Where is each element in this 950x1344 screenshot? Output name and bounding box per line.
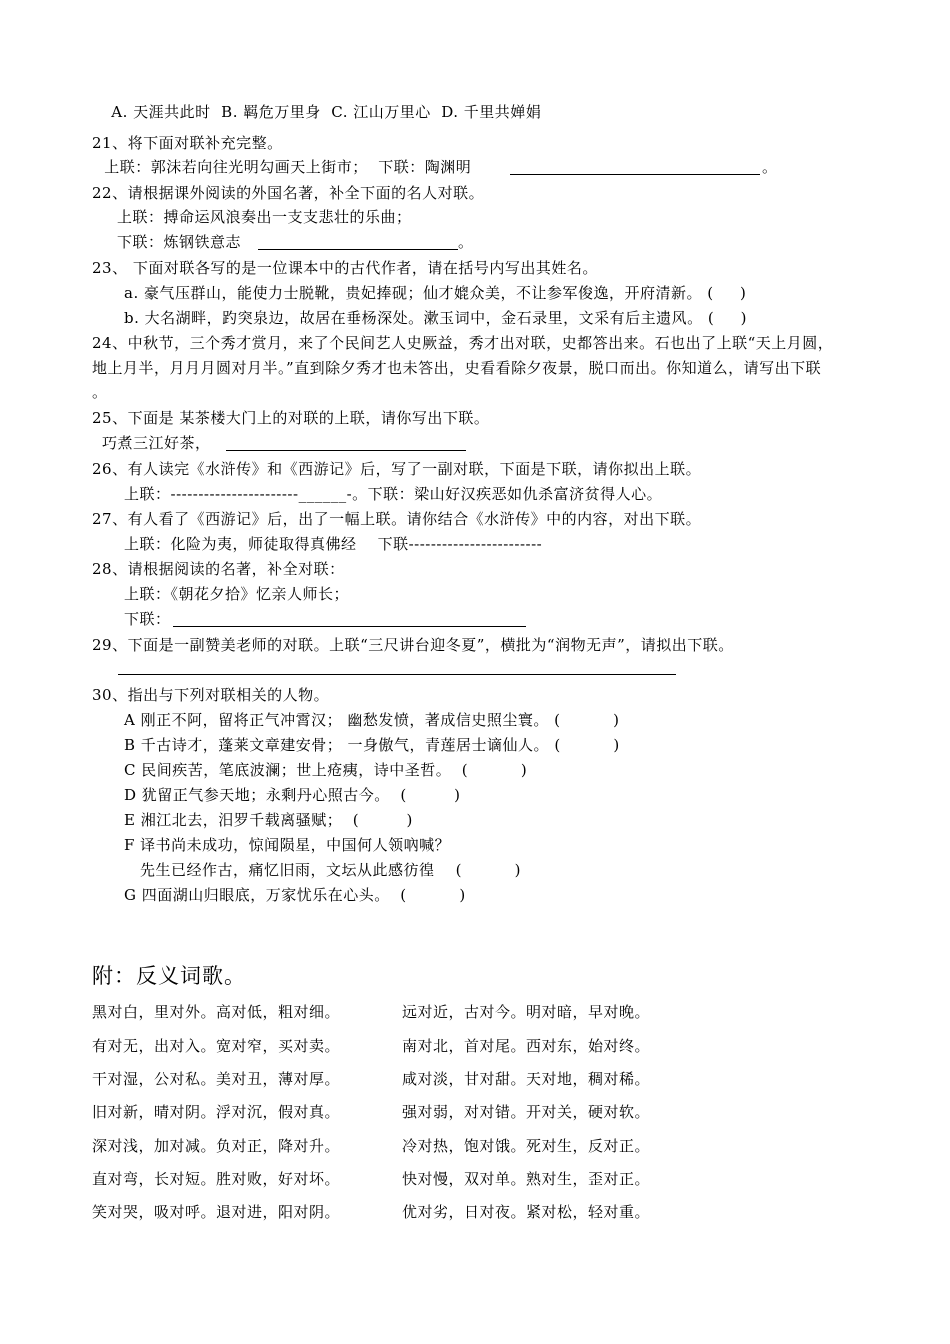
antonym-row-left: 深对浅，加对减。负对正，降对升。: [92, 1137, 341, 1155]
q22-period: 。: [458, 233, 474, 251]
q22-prompt: 22、请根据课外阅读的外国名著，补全下面的名人对联。: [92, 184, 485, 202]
q21-answer-line[interactable]: [510, 174, 760, 175]
q24-line1: 24、中秋节，三个秀才赏月，来了个民间艺人史厥益，秀才出对联，史都答出来。石也出了上联“天上月圆，: [92, 334, 834, 352]
q20-options: A. 天涯共此时 B. 羁危万里身 C. 江山万里心 D. 千里共婵娟: [106, 103, 542, 121]
antonym-row-left: 旧对新，晴对阴。浮对沉，假对真。: [92, 1103, 341, 1121]
q27-couplet: 上联：化险为夷，师徒取得真佛经 下联------------------------: [124, 535, 543, 553]
antonym-row-right: 优对劣，日对夜。紧对松，轻对重。: [402, 1203, 651, 1221]
q26-couplet: 上联：-----------------------______-。下联：梁山好汉疾恶如仇杀富济贫得人心。: [124, 485, 663, 503]
q28-answer-line[interactable]: [173, 626, 526, 627]
q30-b: B 千古诗才，蓬莱文章建安骨； 一身傲气，青莲居士谪仙人。 ( ): [124, 736, 620, 754]
q30-prompt: 30、指出与下列对联相关的人物。: [92, 686, 330, 704]
q25-answer-line[interactable]: [226, 450, 466, 451]
q23-prompt: 23、 下面对联各写的是一位课本中的古代作者，请在括号内写出其姓名。: [92, 259, 598, 277]
q25-upper: 巧煮三江好茶，: [102, 434, 211, 452]
q21-couplet: 上联：郭沫若向往光明勾画天上街市； 下联：陶渊明: [99, 158, 472, 176]
q22-answer-line[interactable]: [258, 249, 458, 250]
antonym-row-right: 咸对淡，甘对甜。天对地，稠对稀。: [402, 1070, 651, 1088]
antonym-row-left: 干对湿，公对私。美对丑，薄对厚。: [92, 1070, 341, 1088]
q29-answer-line[interactable]: [118, 674, 676, 675]
antonym-row-left: 黑对白，里对外。高对低，粗对细。: [92, 1003, 341, 1021]
antonym-row-right: 快对慢，双对单。熟对生，歪对正。: [402, 1170, 651, 1188]
q29-prompt: 29、下面是一副赞美老师的对联。上联“三尺讲台迎冬夏”，横批为“润物无声”，请拟出下联。: [92, 636, 734, 654]
antonym-title: 附：反义词歌。: [92, 964, 246, 988]
q25-prompt: 25、下面是 某茶楼大门上的对联的上联，请你写出下联。: [92, 409, 490, 427]
q22-upper: 上联：搏命运风浪奏出一支支悲壮的乐曲；: [117, 208, 412, 226]
q21-prompt: 21、将下面对联补充完整。: [92, 134, 283, 152]
antonym-row-right: 强对弱，对对错。开对关，硬对软。: [402, 1103, 651, 1121]
q30-c: C 民间疾苦，笔底波澜；世上疮痍，诗中圣哲。 ( ): [124, 761, 528, 779]
q30-g: G 四面湖山归眼底，万家忧乐在心头。 ( ): [124, 886, 466, 904]
q30-a: A 刚正不阿，留将正气冲霄汉； 幽愁发愤，著成信史照尘寰。 ( ): [124, 711, 620, 729]
antonym-row-left: 笑对哭，吸对呼。退对进，阳对阴。: [92, 1203, 341, 1221]
q23-b: b. 大名湖畔，趵突泉边，故居在垂杨深处。漱玉词中，金石录里，文采有后主遗风。 ( ): [124, 309, 747, 327]
q28-upper: 上联：《朝花夕拾》忆亲人师长；: [124, 585, 350, 603]
q22-lower: 下联：炼钢铁意志: [117, 233, 242, 251]
q30-f-line2: 先生已经作古，痛忆旧雨，文坛从此感彷徨 ( ): [140, 861, 521, 879]
q24-line2: 地上月半，月月月圆对月半。”直到除夕秀才也未答出，史看看除夕夜景，脱口而出。你知道么，请写出下联: [92, 359, 822, 377]
q28-prompt: 28、请根据阅读的名著，补全对联：: [92, 560, 345, 578]
antonym-row-right: 南对北，首对尾。西对东，始对终。: [402, 1037, 651, 1055]
antonym-row-left: 直对弯，长对短。胜对败，好对坏。: [92, 1170, 341, 1188]
antonym-row-right: 冷对热，饱对饿。死对生，反对正。: [402, 1137, 651, 1155]
q30-e: E 湘江北去，汨罗千载离骚赋； ( ): [124, 811, 413, 829]
antonym-row-left: 有对无，出对入。宽对窄，买对卖。: [92, 1037, 341, 1055]
q21-period: 。: [762, 158, 778, 176]
q30-d: D 犹留正气参天地；永剩丹心照古今。 ( ): [124, 786, 461, 804]
q23-a: a. 豪气压群山，能使力士脱靴，贵妃捧砚；仙才媲众美，不让参军俊逸，开府清新。 ( ): [124, 284, 747, 302]
q30-f-line1: F 译书尚未成功，惊闻陨星，中国何人领吶喊？: [124, 836, 451, 854]
antonym-row-right: 远对近，古对今。明对暗，早对晚。: [402, 1003, 651, 1021]
q28-lower: 下联：: [124, 610, 171, 628]
q24-line3: 。: [92, 383, 108, 401]
q27-prompt: 27、有人看了《西游记》后，出了一幅上联。请你结合《水浒传》中的内容，对出下联。: [92, 510, 702, 528]
q26-prompt: 26、有人读完《水浒传》和《西游记》后，写了一副对联，下面是下联，请你拟出上联。: [92, 460, 702, 478]
